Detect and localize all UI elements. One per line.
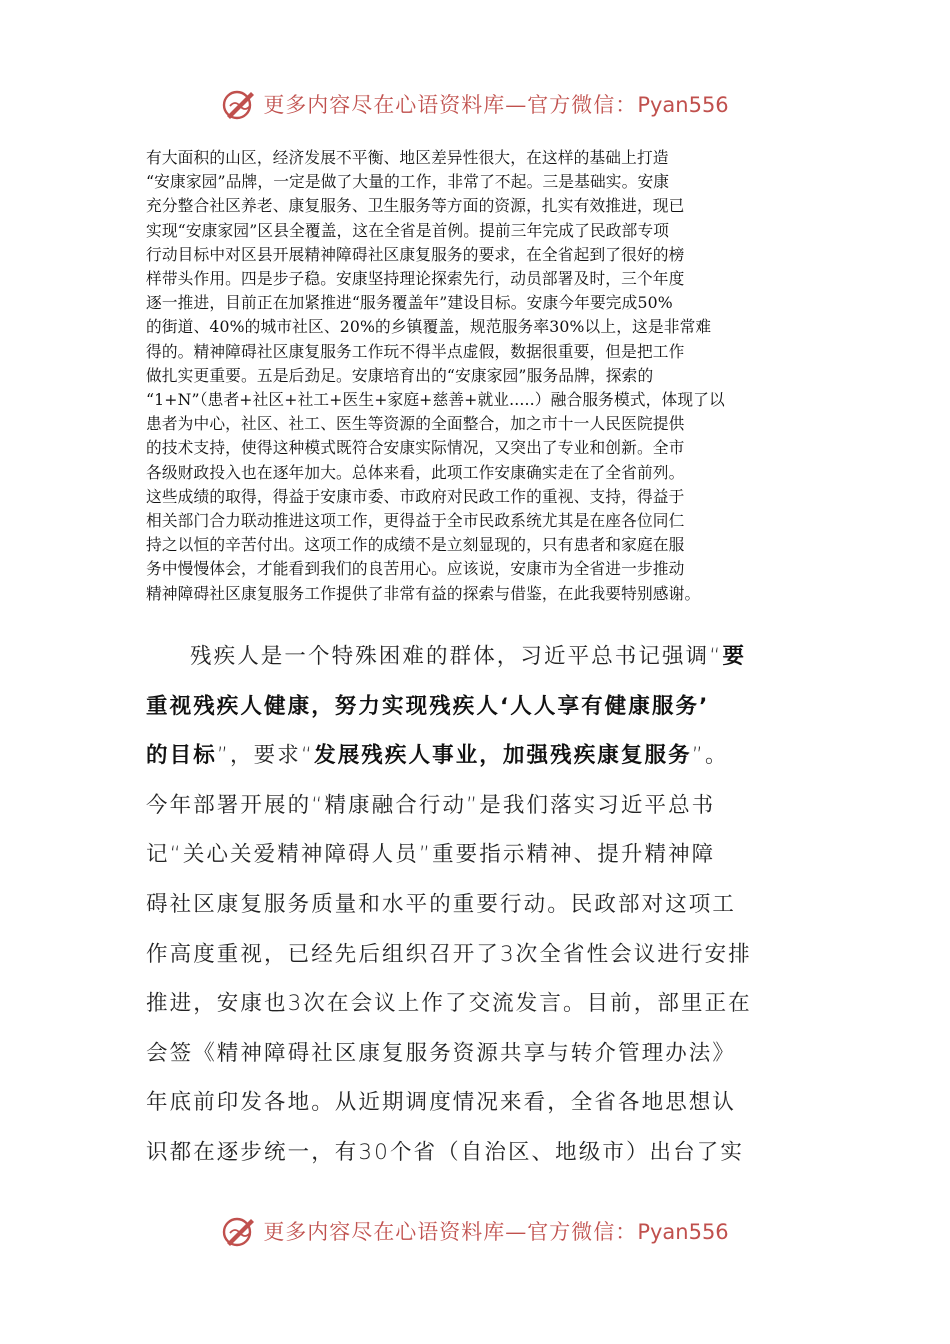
- wechat-id: Pyan556: [637, 1220, 729, 1244]
- bold-run: 的目标: [146, 743, 217, 769]
- text-line: “1+N”（患者+社区+社工+医生+家庭+慈善+就业.....）融合服务模式，体现了以: [146, 390, 725, 410]
- text-line: 作高度重视，已经先后组织召开了3次全省性会议进行安排: [146, 941, 752, 967]
- text-line: 行动目标中对区县开展精神障碍社区康复服务的要求，在全省起到了很好的榜: [146, 244, 685, 264]
- text-line: 做扎实更重要。五是后劲足。安康培育出的“安康家园”服务品牌，探索的: [146, 365, 654, 385]
- text-line: 今年部署开展的“精康融合行动”是我们落实习近平总书: [146, 792, 716, 818]
- banner-text: 更多内容尽在心语资料库—官方微信：Pyan556: [263, 93, 729, 117]
- text-line: 的技术支持，使得这种模式既符合安康实际情况，又突出了专业和创新。全市: [146, 438, 685, 458]
- text-line: 这些成绩的取得，得益于安康市委、市政府对民政工作的重视、支持，得益于: [146, 486, 685, 506]
- text-line: 碍社区康复服务质量和水平的重要行动。民政部对这项工: [146, 891, 737, 917]
- small-paragraph: [146, 146, 806, 606]
- text-line: [146, 632, 826, 682]
- text-line: [146, 682, 826, 732]
- bold-run: 重视残疾人健康，努力实现残疾人‘人人享有健康服务’: [146, 693, 710, 719]
- text-line: 逐一推进，目前正在加紧推进“服务覆盖年”建设目标。安康今年要完成50%: [146, 293, 673, 313]
- text-line: 得的。精神障碍社区康复服务工作玩不得半点虚假，数据很重要，但是把工作: [146, 341, 685, 361]
- text-line: [146, 731, 826, 781]
- text-line: 年底前印发各地。从近期调度情况来看，全省各地思想认: [146, 1090, 737, 1116]
- text-line: 充分整合社区养老、康复服务、卫生服务等方面的资源，扎实有效推进，现已: [146, 196, 685, 216]
- bold-run: 要: [722, 644, 747, 669]
- text-line: 会签《精神障碍社区康复服务资源共享与转介管理办法》: [146, 1040, 737, 1066]
- text-line: 务中慢慢体会，才能看到我们的良苦用心。应该说，安康市为全省进一步推动: [146, 559, 685, 579]
- pen-logo-icon: [221, 1213, 257, 1249]
- header-banner: [0, 84, 950, 124]
- text-line: 识都在逐步统一，有30个省（自治区、地级市）出台了实: [146, 1139, 744, 1165]
- text-run: 残疾人是一个特殊困难的群体，习近平总书记强调“: [190, 644, 723, 669]
- footer-banner: [0, 1211, 950, 1251]
- text-line: 精神障碍社区康复服务工作提供了非常有益的探索与借鉴，在此我要特别感谢。: [146, 583, 701, 603]
- text-line: 的街道、40%的城市社区、20%的乡镇覆盖，规范服务率30%以上，这是非常难: [146, 317, 712, 337]
- text-line: “安康家园”品牌，一定是做了大量的工作，非常了不起。三是基础实。安康: [146, 172, 670, 192]
- wechat-id: Pyan556: [637, 93, 729, 117]
- text-run: ”，要求“: [216, 743, 315, 769]
- pen-logo-icon: [221, 86, 257, 122]
- bold-run: 发展残疾人事业，加强残疾康复服务: [314, 743, 692, 769]
- large-paragraph: [146, 632, 826, 1178]
- text-line: 记“关心关爱精神障碍人员”重要指示精神、提升精神障: [146, 842, 716, 868]
- banner-text: 更多内容尽在心语资料库—官方微信：Pyan556: [263, 1220, 729, 1244]
- text-line: 实现“安康家园”区县全覆盖，这在全省是首例。提前三年完成了民政部专项: [146, 220, 670, 240]
- text-line: 相关部门合力联动推进这项工作，更得益于全市民政系统尤其是在座各位同仁: [146, 511, 685, 531]
- text-line: 推进，安康也3次在会议上作了交流发言。目前，部里正在: [146, 991, 752, 1017]
- text-line: 患者为中心，社区、社工、医生等资源的全面整合，加之市十一人民医院提供: [146, 414, 685, 434]
- text-line: 样带头作用。四是步子稳。安康坚持理论探索先行，动员部署及时，三个年度: [146, 269, 685, 289]
- text-run: ”。: [691, 743, 729, 769]
- text-line: 各级财政投入也在逐年加大。总体来看，此项工作安康确实走在了全省前列。: [146, 462, 685, 482]
- text-line: 有大面积的山区，经济发展不平衡、地区差异性很大，在这样的基础上打造: [146, 148, 669, 167]
- text-line: 持之以恒的辛苦付出。这项工作的成绩不是立刻显现的，只有患者和家庭在服: [146, 535, 685, 555]
